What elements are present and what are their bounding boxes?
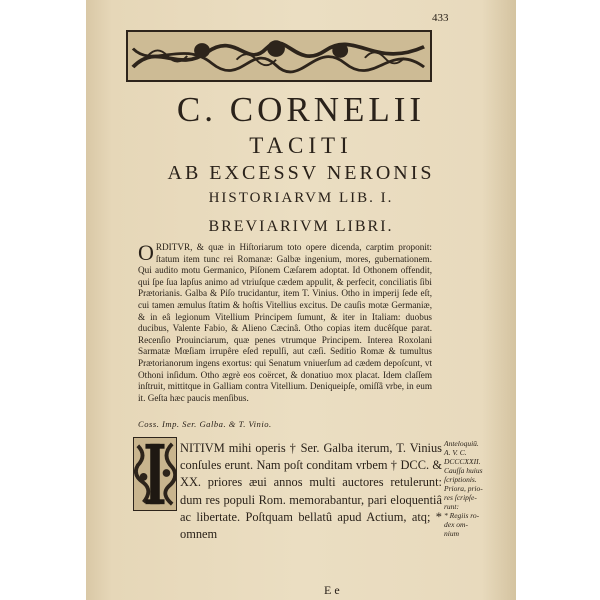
opening-body: iterum, T. Vinius conſules erunt. Nam poſt conditam vrbem † DCC. & XX. priores æui annos multi auctores retulerunt: dum res populi Rom. memorabantur, pari eloquentiâ ac libertate. Poſtquam bellatû apud Actium, atq; * omnem <box>180 441 442 542</box>
margin-note: A. V. C. <box>444 448 467 457</box>
margin-note: nium <box>444 529 459 538</box>
opening-line: NITIVM mihi operis † Ser. Galba <box>180 441 354 455</box>
abstract-heading: BREVIARIVM LIBRI. <box>208 218 394 235</box>
abstract-initial: O <box>138 240 154 265</box>
history-opening-text <box>180 440 442 543</box>
margin-note: Cauſſa huius <box>444 466 483 475</box>
abstract-paragraph <box>138 242 432 404</box>
margin-note: DCCCXXII. <box>444 457 481 466</box>
margin-note: * Regiis ro- <box>444 511 480 520</box>
ornamental-headpiece <box>126 30 432 82</box>
consuls-line: Coss. Imp. Ser. Galba. & T. Vinio. <box>138 419 272 429</box>
margin-note: runt: <box>444 502 459 511</box>
title-name: TACITI <box>249 133 353 158</box>
page-number: 433 <box>432 12 449 24</box>
margin-note: dex om- <box>444 520 468 529</box>
abstract-text: RDITVR, & quæ in Hiſtoriarum toto opere dicenda, carptim proponit: ſtatum item tunc rei Romanæ: Galbæ ingenium, mores, gubernationem. Qui audito motu Germanico, Piſonem Cæſarem adoptat. Id Othonem offendit, qui ſpe ſua lapſus animo ad vtriuſque cædem appulit, & perfecit, conciliatis ſibi Prætorianis. Galba & Piſo trucidantur, item T. Vinius. Otho in imperij ſede eſt, cui tamen æmulus ſtatim & hoſtis Vitellius excitus. De cauſis motæ Germaniæ, & in eâ legionum Vitellium Principem ſumunt, & iter in Italiam: duobus ducibus, Valente Fabio, & Alieno Cæcinâ. Otho copias item ducêſque parat. Recenſio Prouinciarum, quæ penes vtrumque Principem. Interea Roxolani Sarmatæ Mœſiam irrupêre eſed repulſi, aut cæſi. Seditio Romæ & tumultus Prætorianorum ingens exortus: qui Senatum vniuerſum ad cædem depoſcunt, vt Othoni inſidum. Otho ægrè eos coërcet, & donatiuo mox placat. Idem claſſem inſtruit, mittitque in Galliam contra Vitellium. Deniqueipſe, omiſſâ vrbe, in eum it. Geſta hæc paucis menſibus. <box>138 242 432 403</box>
title-author: C. CORNELII <box>176 90 426 129</box>
title-book: HISTORIARVM LIB. I. <box>208 190 394 206</box>
margin-note: ſcriptionis. <box>444 475 477 484</box>
title-subject: AB EXCESSV NERONIS <box>167 162 435 184</box>
book-page <box>86 0 516 600</box>
margin-note: Priora, prio- <box>444 484 483 493</box>
decorated-initial-i <box>133 437 177 511</box>
margin-notes <box>444 439 510 538</box>
margin-note: res ſcripſe- <box>444 493 477 502</box>
margin-note: Anteloquiū. <box>444 439 479 448</box>
catchword: E e <box>324 583 340 597</box>
